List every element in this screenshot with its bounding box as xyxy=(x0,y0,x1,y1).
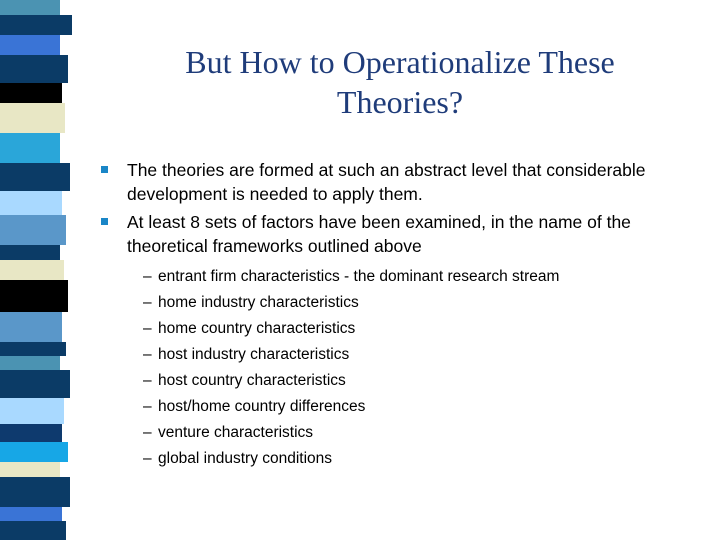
stripe-block xyxy=(0,521,66,540)
stripe-block xyxy=(0,356,60,370)
stripe-block xyxy=(0,0,60,15)
sub-bullet-item xyxy=(100,290,690,316)
stripe-block xyxy=(0,35,60,55)
bullet-item xyxy=(100,158,690,206)
stripe-block xyxy=(0,398,64,424)
sub-bullet-text: global industry conditions xyxy=(158,450,333,467)
dash-marker: – xyxy=(143,346,152,363)
stripe-block xyxy=(0,103,65,133)
stripe-block xyxy=(0,55,68,83)
sub-bullet-text: host country characteristics xyxy=(158,372,346,389)
stripe-block xyxy=(0,462,60,477)
sub-bullet-item xyxy=(100,316,690,342)
stripe-block xyxy=(0,507,62,521)
bullet-text: The theories are formed at such an abstract level that considerable development is needed to apply them. xyxy=(127,160,646,204)
stripe-block xyxy=(0,215,66,245)
sub-bullet-text: venture characteristics xyxy=(158,424,314,441)
bullet-item xyxy=(100,210,690,258)
sub-bullet-text: home industry characteristics xyxy=(158,294,359,311)
sub-bullet-text: home country characteristics xyxy=(158,320,356,337)
stripe-block xyxy=(0,342,66,356)
sub-bullet-item xyxy=(100,420,690,446)
bullet-text: At least 8 sets of factors have been examined, in the name of the theoretical frameworks outlined above xyxy=(127,212,631,256)
stripe-block xyxy=(0,424,62,442)
dash-marker: – xyxy=(143,424,152,441)
square-bullet-icon xyxy=(101,218,108,225)
dash-marker: – xyxy=(143,268,152,285)
sub-bullet-list xyxy=(100,264,690,472)
dash-marker: – xyxy=(143,320,152,337)
stripe-block xyxy=(0,442,68,462)
sub-bullet-text: host industry characteristics xyxy=(158,346,350,363)
dash-marker: – xyxy=(143,372,152,389)
dash-marker: – xyxy=(143,398,152,415)
decorative-stripe-bar xyxy=(0,0,80,540)
sub-bullet-item xyxy=(100,264,690,290)
bullet-list xyxy=(100,158,690,472)
stripe-block xyxy=(0,477,70,507)
stripe-block xyxy=(0,133,60,163)
stripe-block xyxy=(0,370,70,398)
dash-marker: – xyxy=(143,294,152,311)
square-bullet-icon xyxy=(101,166,108,173)
sub-bullet-text: entrant firm characteristics - the dominant research stream xyxy=(158,268,560,285)
stripe-block xyxy=(0,83,62,103)
stripe-block xyxy=(0,245,60,260)
dash-marker: – xyxy=(143,450,152,467)
slide-title: But How to Operationalize These Theories? xyxy=(185,44,615,120)
stripe-block xyxy=(0,163,70,191)
stripe-block xyxy=(0,191,62,215)
stripe-block xyxy=(0,280,68,312)
stripe-block xyxy=(0,260,64,280)
stripe-block xyxy=(0,15,72,35)
sub-bullet-item xyxy=(100,368,690,394)
sub-bullet-text: host/home country differences xyxy=(158,398,366,415)
sub-bullet-item xyxy=(100,342,690,368)
sub-bullet-item xyxy=(100,394,690,420)
sub-bullet-item xyxy=(100,446,690,472)
stripe-block xyxy=(0,312,62,342)
